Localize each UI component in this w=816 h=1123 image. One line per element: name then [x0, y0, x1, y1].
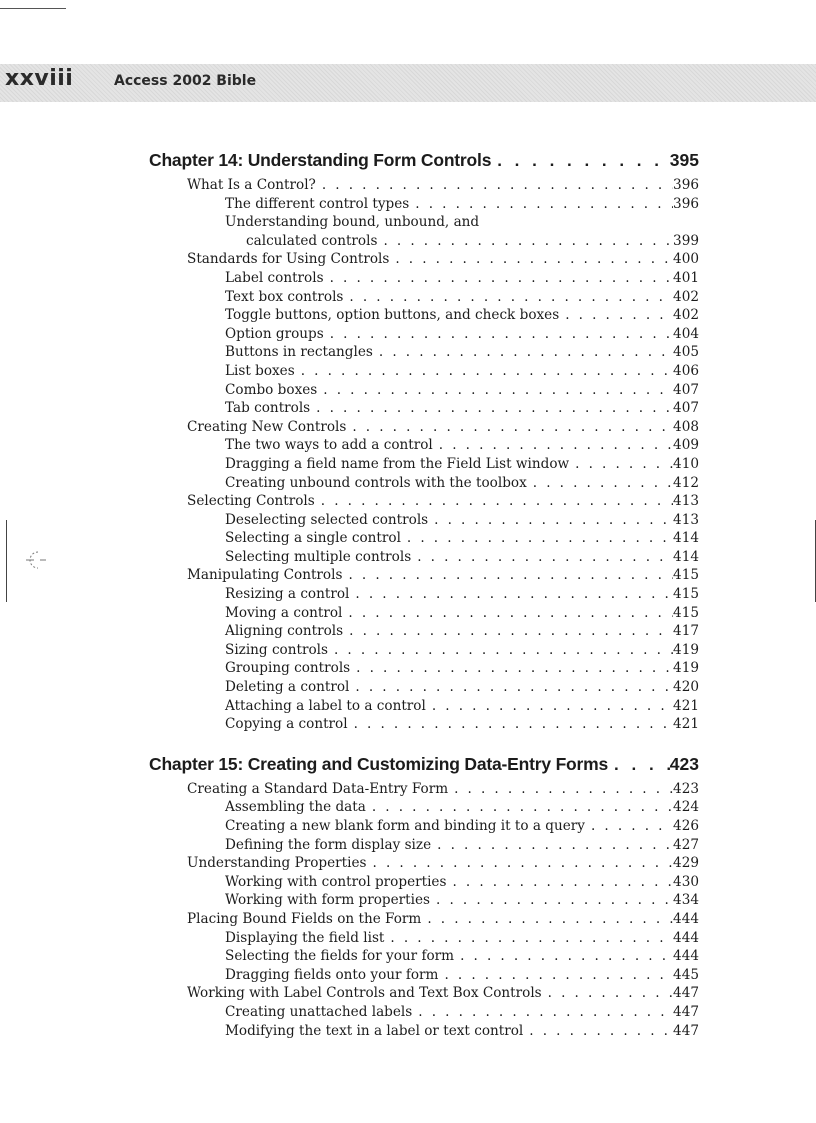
page-ref: 407	[673, 400, 699, 417]
page-ref: 445	[673, 966, 699, 983]
entry-title: Working with form properties	[225, 892, 431, 909]
page-ref: 444	[673, 929, 699, 946]
dot-leader	[448, 780, 673, 799]
toc-entry	[149, 418, 699, 437]
dot-leader	[367, 854, 674, 873]
toc-entry	[149, 854, 699, 873]
page-ref: 409	[673, 437, 699, 454]
page-ref: 399	[673, 232, 699, 249]
dot-leader	[350, 659, 673, 678]
page-ref: 405	[673, 344, 699, 361]
entry-title: The two ways to add a control	[225, 437, 433, 454]
page-ref: 444	[673, 948, 699, 965]
entry-title: Selecting a single control	[225, 530, 401, 547]
toc-entry	[149, 641, 699, 660]
toc-entry	[149, 836, 699, 855]
chapter-title: Chapter 15: Creating and Customizing Data-Entry Forms	[149, 753, 609, 774]
chapter-title: Chapter 14: Understanding Form Controls	[149, 150, 492, 170]
page-ref: 396	[673, 195, 699, 212]
dot-leader	[433, 436, 673, 455]
page-ref: 400	[673, 251, 699, 268]
dot-leader	[446, 873, 673, 892]
entry-title: Manipulating Controls	[187, 567, 343, 584]
page-ref: 429	[673, 855, 699, 872]
dot-leader	[310, 399, 673, 418]
page-ref: 430	[673, 873, 699, 890]
entry-title: Tab controls	[225, 400, 311, 417]
toc-entry	[149, 947, 699, 966]
toc-entry	[149, 566, 699, 585]
dot-leader	[349, 585, 673, 604]
toc-entry	[149, 1003, 699, 1022]
toc-entry	[149, 585, 699, 604]
toc-entry	[149, 176, 699, 195]
page-ref: 413	[673, 493, 699, 510]
entry-title: The different control types	[225, 195, 410, 212]
page-ref: 402	[673, 307, 699, 324]
page-number: xxviii	[5, 66, 74, 91]
entry-title: Grouping controls	[225, 660, 351, 677]
toc-entry	[149, 873, 699, 892]
page-ref: 406	[673, 362, 699, 379]
toc-entry	[149, 288, 699, 307]
toc-entry	[149, 399, 699, 418]
dot-leader	[523, 1022, 673, 1041]
toc-entry	[149, 780, 699, 799]
entry-title: List boxes	[225, 362, 295, 379]
page-ref: 427	[673, 836, 699, 853]
page-ref: 404	[673, 325, 699, 342]
toc-entry	[149, 306, 699, 325]
dot-leader	[349, 678, 673, 697]
top-corner-rule	[0, 8, 66, 9]
dot-leader	[569, 455, 673, 474]
entry-title: Label controls	[225, 269, 324, 286]
dot-leader	[426, 697, 673, 716]
entry-title: Defining the form display size	[225, 836, 432, 853]
page-ref: 434	[673, 892, 699, 909]
toc-entry	[149, 436, 699, 455]
entry-title: Resizing a control	[225, 586, 350, 603]
page-ref: 420	[673, 679, 699, 696]
toc-entry	[149, 604, 699, 623]
dot-leader	[324, 269, 673, 288]
entry-title: Text box controls	[225, 288, 344, 305]
page-ref: 421	[673, 697, 699, 714]
dot-leader	[421, 910, 673, 929]
entry-title: Creating unattached labels	[225, 1003, 413, 1020]
dot-leader	[342, 566, 673, 585]
toc-entry	[149, 195, 699, 214]
dot-leader	[559, 306, 673, 325]
dot-leader	[542, 984, 673, 1003]
dot-leader	[366, 798, 673, 817]
entry-title: Toggle buttons, option buttons, and check boxes	[225, 307, 560, 324]
toc-entry	[149, 232, 699, 251]
entry-title: Selecting multiple controls	[225, 548, 412, 565]
dot-leader	[348, 715, 673, 734]
toc-entry	[149, 659, 699, 678]
dot-leader	[527, 474, 673, 493]
page-ref: 447	[673, 985, 699, 1002]
dot-leader	[454, 947, 673, 966]
entry-title: Selecting the fields for your form	[225, 948, 455, 965]
entry-title: Aligning controls	[225, 623, 344, 640]
page-ref: 410	[673, 455, 699, 472]
page-ref: 423	[673, 780, 699, 797]
dot-leader	[316, 176, 673, 195]
dot-leader	[431, 836, 673, 855]
entry-title: Working with Label Controls and Text Box Controls	[187, 985, 542, 1002]
toc-entry	[149, 715, 699, 734]
dot-leader	[608, 755, 670, 775]
entry-title: Deleting a control	[225, 679, 350, 696]
dot-leader	[373, 343, 673, 362]
page-ref: 426	[673, 818, 699, 834]
entry-title: Creating a new blank form and binding it to a query	[225, 818, 585, 834]
entry-title: Placing Bound Fields on the Form	[187, 910, 422, 927]
dot-leader	[328, 641, 673, 660]
toc-entry	[149, 891, 699, 910]
page-ref: 408	[673, 418, 699, 435]
dot-leader	[409, 195, 673, 214]
page-ref: 423	[669, 753, 699, 774]
toc-entry	[149, 325, 699, 344]
dot-leader	[295, 362, 673, 381]
toc-entry	[149, 213, 699, 232]
toc-entry	[149, 984, 699, 1003]
toc-entry	[149, 529, 699, 548]
page-ref: 401	[673, 269, 699, 286]
dot-leader	[389, 250, 673, 269]
page-ref: 395	[669, 150, 699, 170]
entry-title: What Is a Control?	[187, 177, 316, 193]
dot-leader	[438, 966, 673, 985]
dot-leader	[401, 529, 673, 548]
entry-title: Moving a control	[225, 604, 343, 621]
page-ref: 402	[673, 288, 699, 305]
entry-title: Working with control properties	[225, 873, 447, 890]
dot-leader	[412, 1003, 673, 1022]
toc-entry	[149, 269, 699, 288]
entry-title: Understanding Properties	[187, 855, 367, 872]
entry-title: Deselecting selected controls	[225, 511, 429, 528]
page-ref: 421	[673, 716, 699, 733]
page-ref: 417	[673, 623, 699, 640]
page-ref: 447	[673, 1003, 699, 1020]
toc-entry	[149, 343, 699, 362]
dot-leader	[428, 511, 673, 530]
toc-entry	[149, 697, 699, 716]
page-ref: 415	[673, 586, 699, 603]
dot-leader	[491, 151, 670, 171]
page-ref: 444	[673, 910, 699, 927]
entry-title: Displaying the field list	[225, 929, 385, 946]
page-ref: 396	[673, 177, 699, 193]
entry-title: Standards for Using Controls	[187, 251, 390, 268]
toc-entry	[149, 910, 699, 929]
crop-mark-icon	[24, 548, 48, 572]
dot-leader	[384, 929, 673, 948]
entry-title: Buttons in rectangles	[225, 344, 373, 361]
toc-entry	[149, 622, 699, 641]
entry-title: Understanding bound, unbound, and	[225, 214, 480, 231]
toc-entry	[149, 817, 699, 836]
entry-title: Selecting Controls	[187, 493, 315, 510]
dot-leader	[315, 492, 673, 511]
toc-entry	[149, 798, 699, 817]
page-ref: 424	[673, 799, 699, 816]
page-ref: 414	[673, 530, 699, 547]
toc-entry	[149, 455, 699, 474]
entry-title: calculated controls	[246, 232, 378, 249]
entry-title: Assembling the data	[225, 799, 366, 816]
entry-title: Creating New Controls	[187, 418, 347, 435]
entry-title: Dragging a field name from the Field List window	[225, 455, 570, 472]
page-ref: 447	[673, 1022, 699, 1039]
toc-entry	[149, 492, 699, 511]
dot-leader	[342, 604, 673, 623]
dot-leader	[585, 817, 673, 836]
entry-title: Modifying the text in a label or text control	[225, 1022, 524, 1039]
toc-entry	[149, 250, 699, 269]
toc-entry	[149, 362, 699, 381]
page-ref: 419	[673, 660, 699, 677]
entry-title: Copying a control	[225, 716, 348, 733]
toc-entry	[149, 929, 699, 948]
entry-title: Dragging fields onto your form	[225, 966, 439, 983]
page-ref: 407	[673, 381, 699, 398]
left-margin-rule	[6, 520, 7, 602]
entry-title: Creating unbound controls with the toolbox	[225, 474, 527, 491]
page-ref: 415	[673, 567, 699, 584]
entry-title: Combo boxes	[225, 381, 318, 398]
dot-leader	[317, 381, 673, 400]
entry-title: Creating a Standard Data-Entry Form	[187, 780, 449, 797]
book-title: Access 2002 Bible	[114, 73, 257, 89]
toc-entry	[149, 966, 699, 985]
page-ref: 414	[673, 548, 699, 565]
dot-leader	[430, 891, 673, 910]
toc-entry	[149, 1022, 699, 1041]
dot-leader	[324, 325, 673, 344]
dot-leader	[346, 418, 673, 437]
page-ref: 412	[673, 474, 699, 491]
page-ref: 413	[673, 511, 699, 528]
dot-leader	[377, 232, 673, 251]
toc-chapter-heading	[149, 150, 699, 176]
toc-chapter-heading	[149, 754, 699, 780]
dot-leader	[343, 622, 673, 641]
toc-entry	[149, 511, 699, 530]
toc-entry	[149, 381, 699, 400]
page-ref: 415	[673, 604, 699, 621]
toc-entry	[149, 474, 699, 493]
toc-entry	[149, 548, 699, 567]
page-ref: 419	[673, 641, 699, 658]
entry-title: Sizing controls	[225, 641, 328, 658]
entry-title: Option groups	[225, 325, 324, 342]
dot-leader	[411, 548, 673, 567]
entry-title: Attaching a label to a control	[225, 697, 426, 714]
toc-entry	[149, 678, 699, 697]
dot-leader	[343, 288, 673, 307]
table-of-contents	[149, 150, 699, 1040]
